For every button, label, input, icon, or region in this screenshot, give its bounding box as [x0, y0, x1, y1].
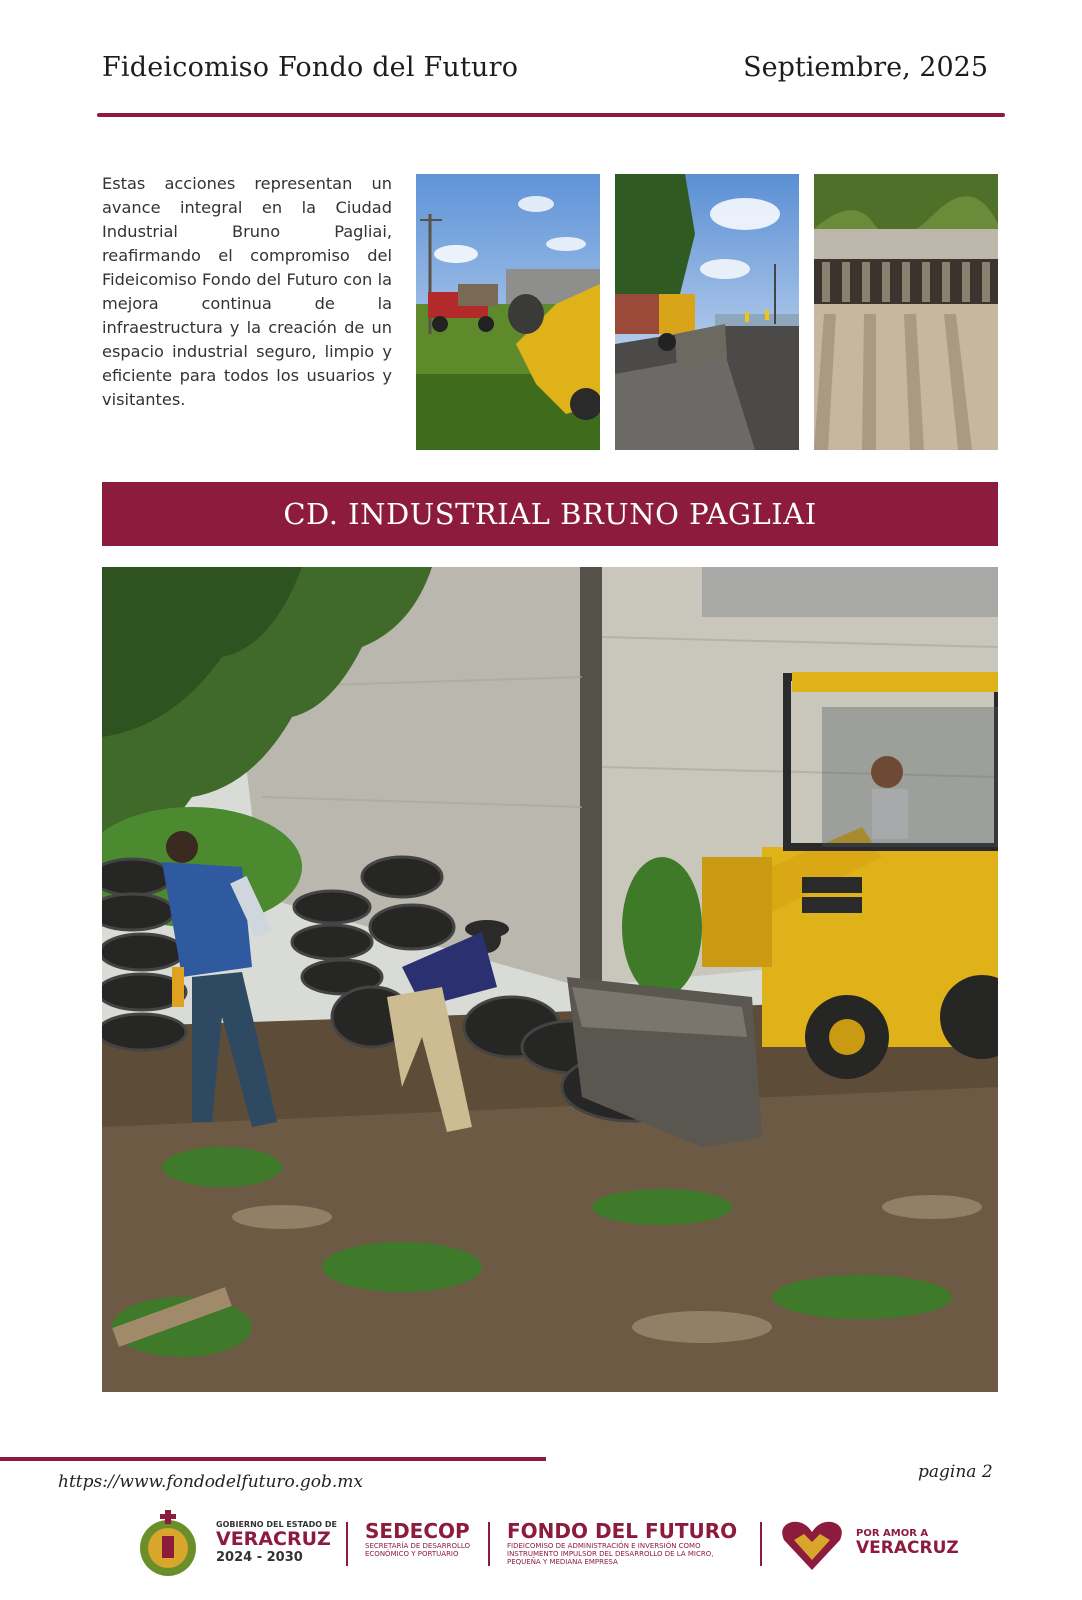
sedecop-logo: [365, 1520, 475, 1558]
logo-separator: [346, 1522, 348, 1566]
photo-truck-backhoe: [416, 174, 600, 450]
veracruz-logo-years: 2024 - 2030: [216, 1550, 303, 1565]
fondo-del-futuro-logo: [507, 1520, 747, 1566]
photo-workers-tires-backhoe: [102, 567, 998, 1392]
header-divider: [97, 113, 1005, 117]
fondo-logo-sub: FIDEICOMISO DE ADMINISTRACIÓN E INVERSIÓN COMO INSTRUMENTO IMPULSOR DEL DESARROLLO DE LA MICRO, PEQUEÑA Y MEDIANA EMPRESA: [507, 1542, 714, 1566]
footer-logos: [138, 1508, 958, 1580]
page-number: pagina 2: [918, 1462, 993, 1482]
logo-separator: [760, 1522, 762, 1566]
footer-url-link[interactable]: https://www.fondodelfuturo.gob.mx: [58, 1472, 364, 1492]
veracruz-government-logo: [216, 1520, 337, 1565]
photo-road-backhoe: [615, 174, 799, 450]
sedecop-logo-sub: SECRETARÍA DE DESARROLLO ECONÓMICO Y PORTUARIO: [365, 1542, 471, 1558]
veracruz-shield-icon: [138, 1508, 198, 1580]
por-amor-a-veracruz-logo: [856, 1528, 959, 1557]
sedecop-logo-name: SEDECOP: [365, 1519, 470, 1543]
fondo-logo-name: FONDO DEL FUTURO: [507, 1519, 738, 1543]
document-title: Fideicomiso Fondo del Futuro: [102, 52, 519, 83]
veracruz-logo-top: GOBIERNO DEL ESTADO DE: [216, 1520, 337, 1529]
amor-logo-name: VERACRUZ: [856, 1538, 959, 1558]
heart-icon: [780, 1520, 844, 1572]
photo-drainage-grate: [814, 174, 998, 450]
section-banner: CD. INDUSTRIAL BRUNO PAGLIAI: [102, 482, 998, 546]
document-date: Septiembre, 2025: [743, 52, 988, 83]
footer-divider: [0, 1457, 546, 1461]
veracruz-logo-name: VERACRUZ: [216, 1528, 331, 1550]
amor-logo-top: POR AMOR A: [856, 1528, 929, 1539]
intro-paragraph: Estas acciones representan un avance integral en la Ciudad Industrial Bruno Pagliai, reafirmando el compromiso del Fideicomiso Fondo del Futuro con la mejora continua de la infraestructura y la creación de un espacio industrial seguro, limpio y eficiente para todos los usuarios y visitantes.: [102, 174, 392, 409]
logo-separator: [488, 1522, 490, 1566]
